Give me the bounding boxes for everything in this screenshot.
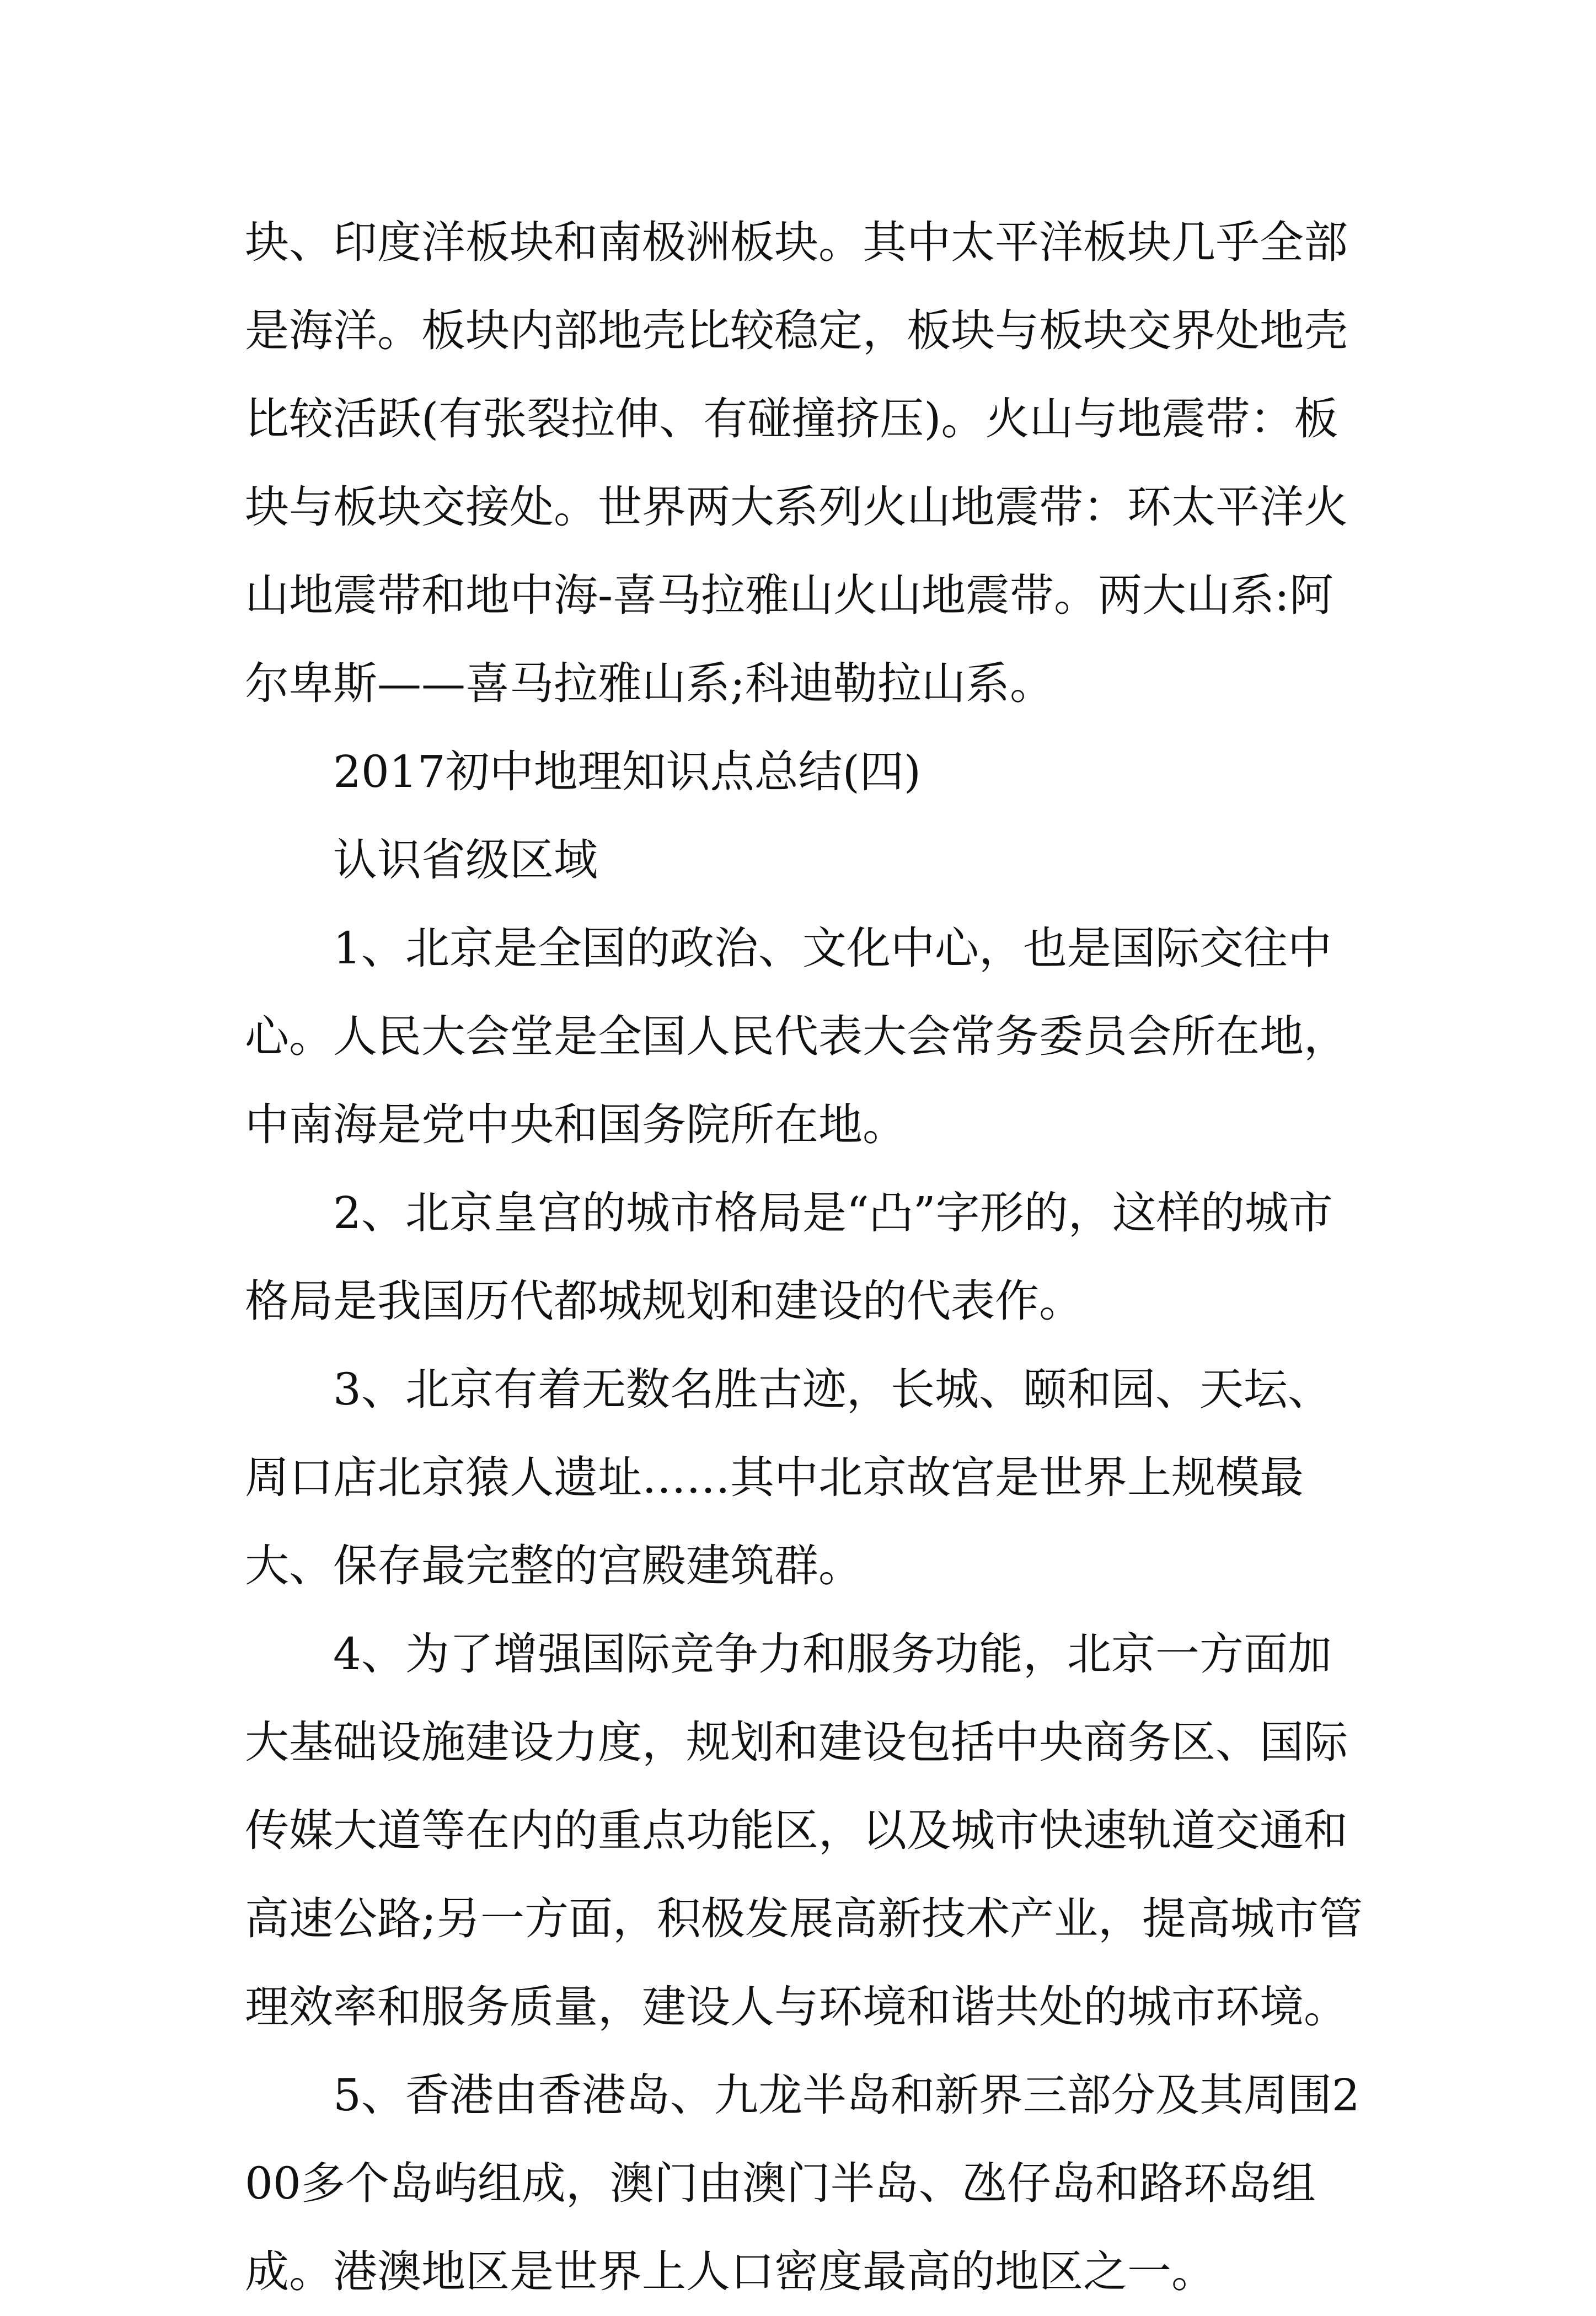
paragraph-item-3: 3、北京有着无数名胜古迹，长城、颐和园、天坛、周口店北京猿人遗址……其中北京故宫是世界上规模最大、保存最完整的宫殿建筑群。 (245, 1364, 1332, 1591)
paragraph-item-1: 1、北京是全国的政治、文化中心，也是国际交往中心。人民大会堂是全国人民代表大会常务委员会所在地，中南海是党中央和国务院所在地。 (245, 923, 1348, 1150)
paragraph-continuation: 块、印度洋板块和南极洲板块。其中太平洋板块几乎全部是海洋。板块内部地壳比较稳定，板块与板块交界处地壳比较活跃(有张裂拉伸、有碰撞挤压)。火山与地震带：板块与板块交接处。世界两大系列火山地震带：环太平洋火山地震带和地中海-喜马拉雅山火山地震带。两大山系:阿尔卑斯——喜马拉雅山系;科迪勒拉山系。 (245, 217, 1348, 709)
section-title: 2017初中地理知识点总结(四) (333, 746, 922, 797)
paragraph-item-4: 4、为了增强国际竞争力和服务功能，北京一方面加大基础设施建设力度，规划和建设包括中央商务区、国际传媒大道等在内的重点功能区，以及城市快速轨道交通和高速公路;另一方面，积极发展高新技术产业，提高城市管理效率和服务质量，建设人与环境和谐共处的城市环境。 (245, 1628, 1363, 2033)
paragraph-item-5: 5、香港由香港岛、九龙半岛和新界三部分及其周围200多个岛屿组成，澳门由澳门半岛、氹仔岛和路环岛组成。港澳地区是世界上人口密度最高的地区之一。 (245, 2070, 1360, 2297)
paragraph-item-2: 2、北京皇宫的城市格局是“凸”字形的，这样的城市格局是我国历代都城规划和建设的代表作。 (245, 1187, 1333, 1327)
section-subtitle: 认识省级区域 (333, 834, 598, 886)
document-body (245, 199, 1375, 2316)
